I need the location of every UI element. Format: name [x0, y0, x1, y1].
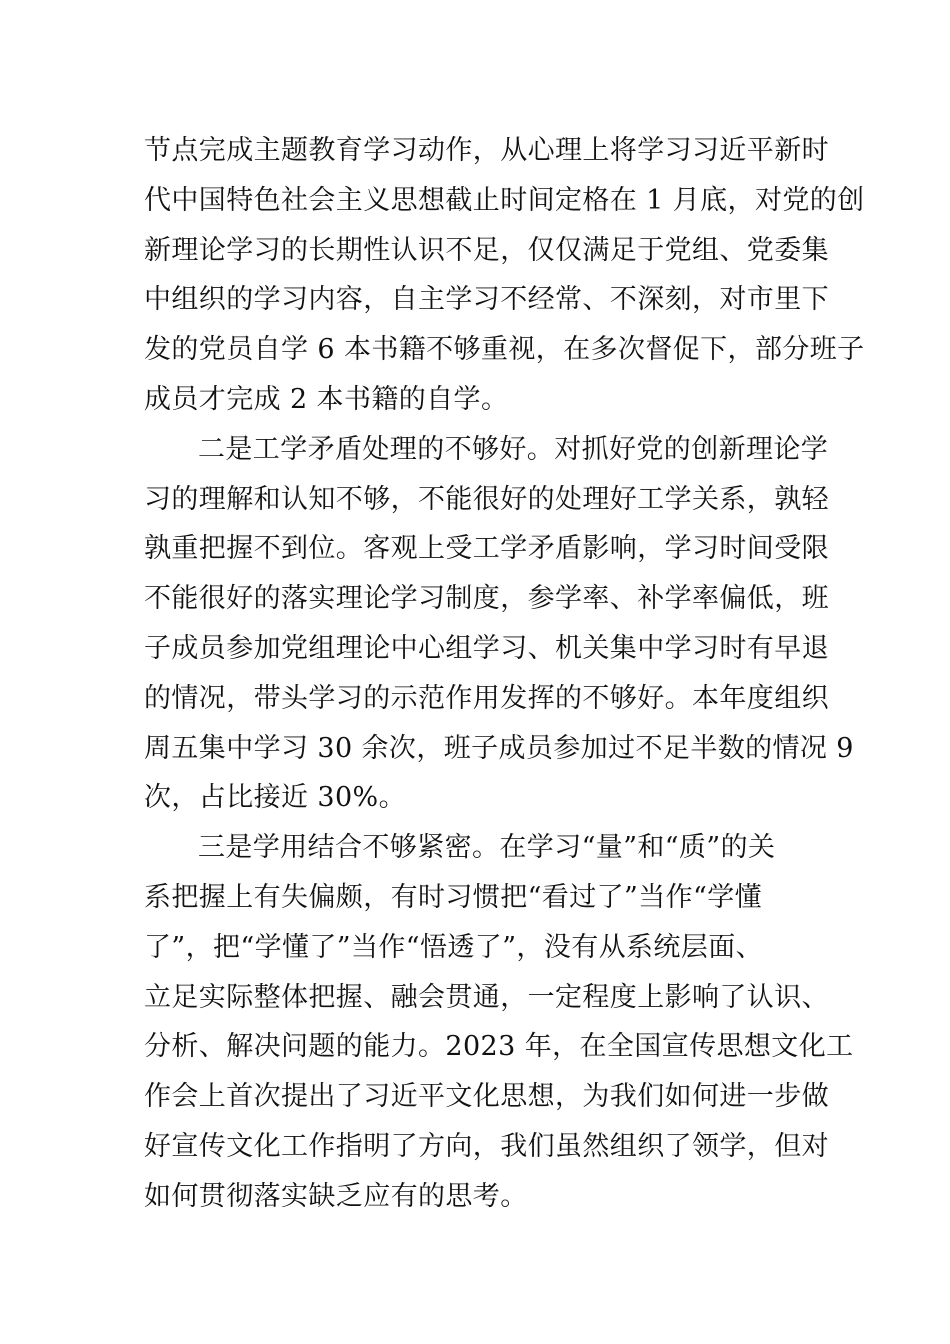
text-line: 好宣传文化工作指明了方向，我们虽然组织了领学，但对 [144, 1130, 829, 1162]
text-line: 子成员参加党组理论中心组学习、机关集中学习时有早退 [144, 632, 829, 664]
text-line: 立足实际整体把握、融会贯通，一定程度上影响了认识、 [144, 981, 829, 1013]
text-line: 次，占比接近 30%。 [144, 782, 406, 814]
paragraph-3 [144, 823, 854, 1221]
document-body [144, 126, 865, 1222]
text-line: 代中国特色社会主义思想截止时间定格在 1 月底，对党的创 [144, 184, 865, 216]
text-line: 中组织的学习内容，自主学习不经常、不深刻，对市里下 [144, 284, 829, 316]
text-line: 不能很好的落实理论学习制度，参学率、补学率偏低，班 [144, 583, 829, 615]
paragraph-1 [144, 126, 865, 425]
text-line: 如何贯彻落实缺乏应有的思考。 [144, 1180, 528, 1212]
text-line: 节点完成主题教育学习动作，从心理上将学习习近平新时 [144, 135, 829, 166]
text-line: 分析、解决问题的能力。2023 年，在全国宣传思想文化工 [144, 1031, 854, 1063]
text-line: 成员才完成 2 本书籍的自学。 [144, 383, 509, 415]
text-line: 习的理解和认知不够，不能很好的处理好工学关系，孰轻 [144, 483, 829, 515]
text-line: 周五集中学习 30 余次，班子成员参加过不足半数的情况 9 [144, 732, 854, 764]
text-line: 了”，把“学懂了”当作“悟透了”，没有从系统层面、 [144, 931, 764, 963]
paragraph-2 [144, 425, 854, 823]
text-line: 的情况，带头学习的示范作用发挥的不够好。本年度组织 [144, 682, 829, 714]
text-line: 作会上首次提出了习近平文化思想，为我们如何进一步做 [144, 1081, 829, 1113]
text-line: 三是学用结合不够紧密。在学习“量”和“质”的关 [198, 832, 776, 864]
text-line: 孰重把握不到位。客观上受工学矛盾影响，学习时间受限 [144, 533, 829, 565]
text-line: 新理论学习的长期性认识不足，仅仅满足于党组、党委集 [144, 234, 829, 266]
text-line: 发的党员自学 6 本书籍不够重视，在多次督促下，部分班子 [144, 334, 865, 366]
text-line: 二是工学矛盾处理的不够好。对抓好党的创新理论学 [198, 433, 829, 465]
text-line: 系把握上有失偏颇，有时习惯把“看过了”当作“学懂 [144, 881, 763, 913]
